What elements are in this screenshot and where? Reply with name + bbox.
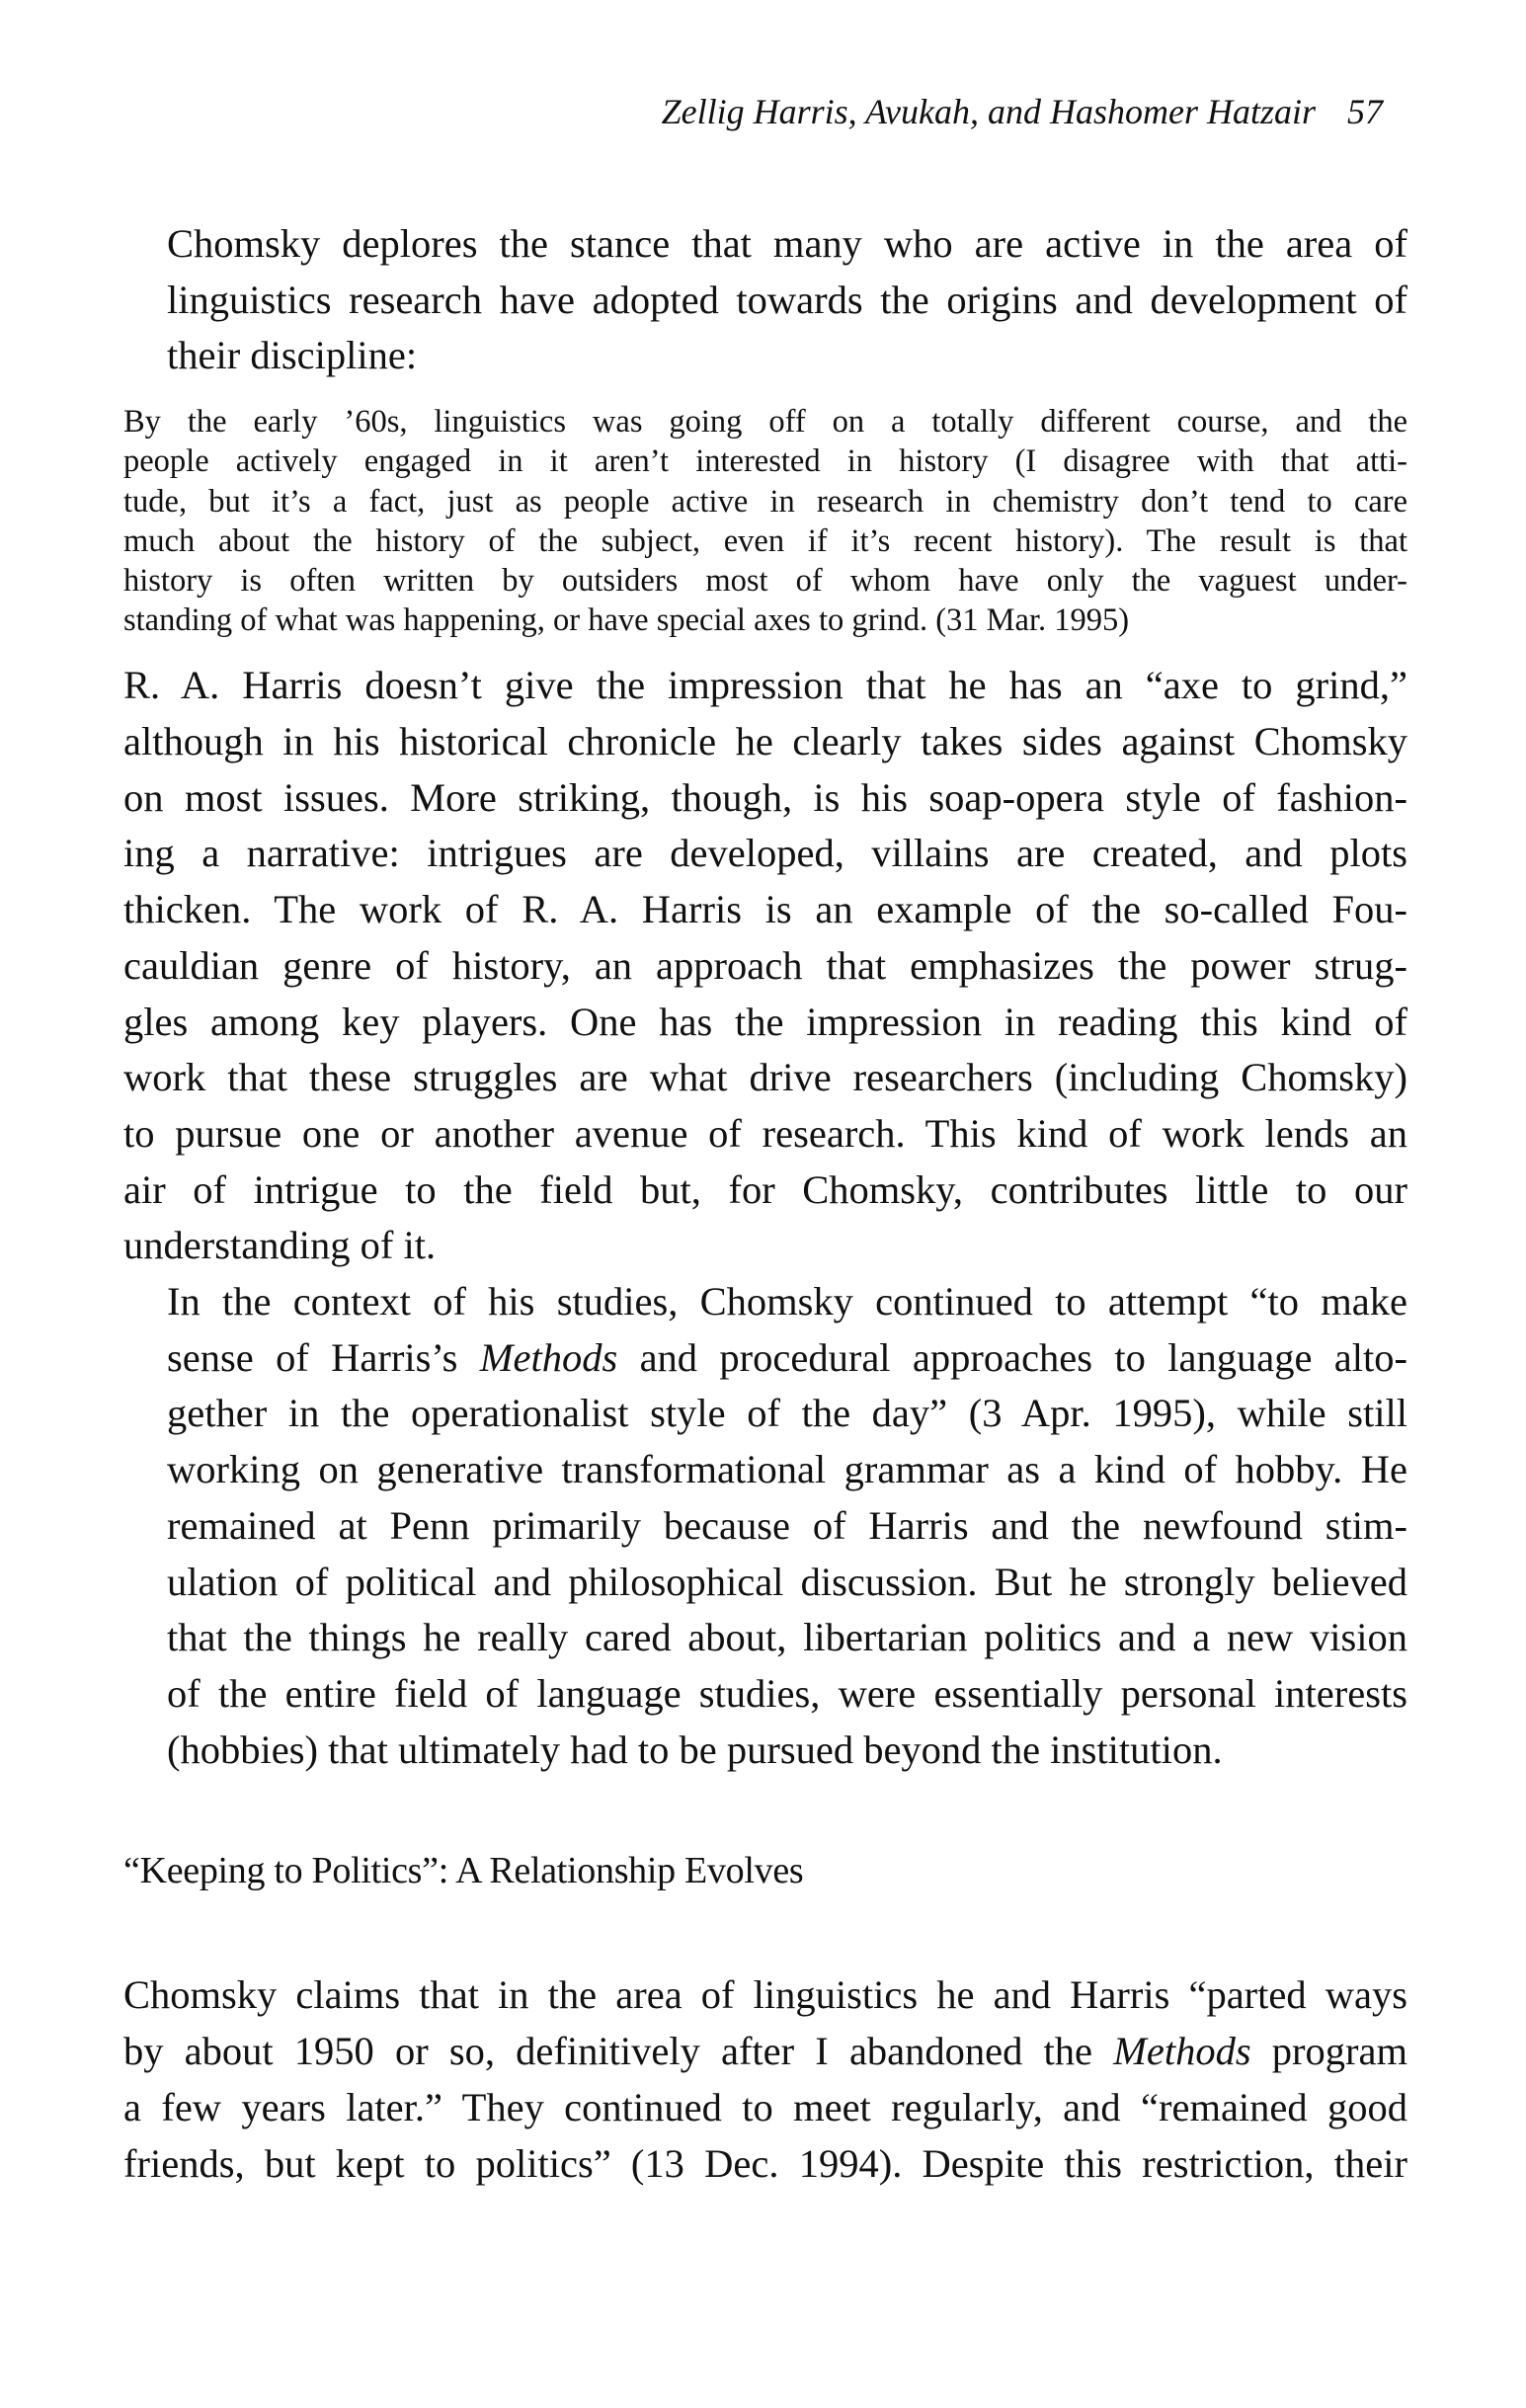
text-run: program	[1250, 2029, 1407, 2074]
text-run: sense of Harris’s	[167, 1334, 480, 1380]
text-line: working on generative transformational grammar as a kind of hobby. He	[167, 1447, 1407, 1492]
text-line: work that these struggles are what drive researchers (including Chomsky)	[123, 1055, 1407, 1100]
text-line	[123, 1330, 1407, 1387]
text-line: of the entire field of language studies, were essentially personal interests	[167, 1670, 1407, 1716]
block-quote	[123, 402, 1407, 640]
quote-line: much about the history of the subject, even if it’s recent history). The result is that	[123, 522, 1407, 559]
text-line: although in his historical chronicle he clearly takes sides against Chomsky	[123, 719, 1407, 764]
text-line	[123, 2024, 1407, 2080]
text-line: thicken. The work of R. A. Harris is an example of the so-called Fou-	[123, 887, 1407, 932]
text-line: (hobbies) that ultimately had to be pursued beyond the institution.	[167, 1726, 1223, 1772]
quote-line: people actively engaged in it aren’t interested in history (I disagree with that atti-	[123, 443, 1407, 480]
quote-line: By the early ’60s, linguistics was going off on a totally different course, and the	[123, 404, 1407, 441]
text-line: linguistics research have adopted towards the origins and development of	[167, 277, 1407, 322]
text-line: friends, but kept to politics” (13 Dec. 1994). Despite this restriction, their	[123, 2140, 1407, 2186]
text-line: that the things he really cared about, libertarian politics and a new vision	[167, 1615, 1407, 1660]
text-line: to pursue one or another avenue of research. This kind of work lends an	[123, 1110, 1407, 1156]
text-line: cauldian genre of history, an approach that emphasizes the power strug-	[123, 942, 1407, 988]
quote-line: history is often written by outsiders most of whom have only the vaguest under-	[123, 562, 1407, 599]
text-line: ulation of political and philosophical discussion. But he strongly believed	[167, 1559, 1407, 1604]
text-line: understanding of it.	[123, 1223, 437, 1268]
text-line: R. A. Harris doesn’t give the impression that he has an “axe to grind,”	[123, 663, 1407, 708]
book-title-methods: Methods	[1113, 2029, 1251, 2074]
running-head	[553, 91, 1383, 140]
paragraph-intro	[123, 216, 1407, 384]
text-line: In the context of his studies, Chomsky continued to attempt “to make	[167, 1279, 1407, 1324]
text-line: ing a narrative: intrigues are developed, villains are created, and plots	[123, 831, 1407, 876]
paragraph-relationship	[123, 1967, 1407, 2192]
text-line: gles among key players. One has the impression in reading this kind of	[123, 999, 1407, 1044]
text-line: Chomsky deplores the stance that many who are active in the area of	[167, 221, 1407, 266]
text-run: by about 1950 or so, definitively after I abandoned the	[123, 2029, 1114, 2074]
book-title-methods: Methods	[479, 1334, 618, 1380]
body-text	[123, 216, 1407, 2192]
text-line: remained at Penn primarily because of Harris and the newfound stim-	[167, 1502, 1407, 1548]
running-head-title: Zellig Harris, Avukah, and Hashomer Hatzair	[661, 92, 1316, 131]
text-line: air of intrigue to the field but, for Chomsky, contributes little to our	[123, 1166, 1407, 1212]
text-line: their discipline:	[167, 333, 418, 378]
text-line: Chomsky claims that in the area of linguistics he and Harris “parted ways	[123, 1972, 1407, 2018]
paragraph-harris	[123, 658, 1407, 1274]
page-number: 57	[1347, 92, 1383, 131]
text-line: gether in the operationalist style of the day” (3 Apr. 1995), while still	[167, 1391, 1407, 1436]
section-heading: “Keeping to Politics”: A Relationship Evolves	[123, 1850, 804, 1892]
text-run: and procedural approaches to language alto-	[617, 1334, 1407, 1380]
quote-line: standing of what was happening, or have special axes to grind. (31 Mar. 1995)	[123, 602, 1130, 639]
paragraph-context	[123, 1274, 1407, 1778]
text-line: a few years later.” They continued to meet regularly, and “remained good	[123, 2084, 1407, 2129]
text-line: on most issues. More striking, though, is his soap-opera style of fashion-	[123, 774, 1407, 820]
quote-line: tude, but it’s a fact, just as people active in research in chemistry don’t tend to care	[123, 483, 1407, 520]
